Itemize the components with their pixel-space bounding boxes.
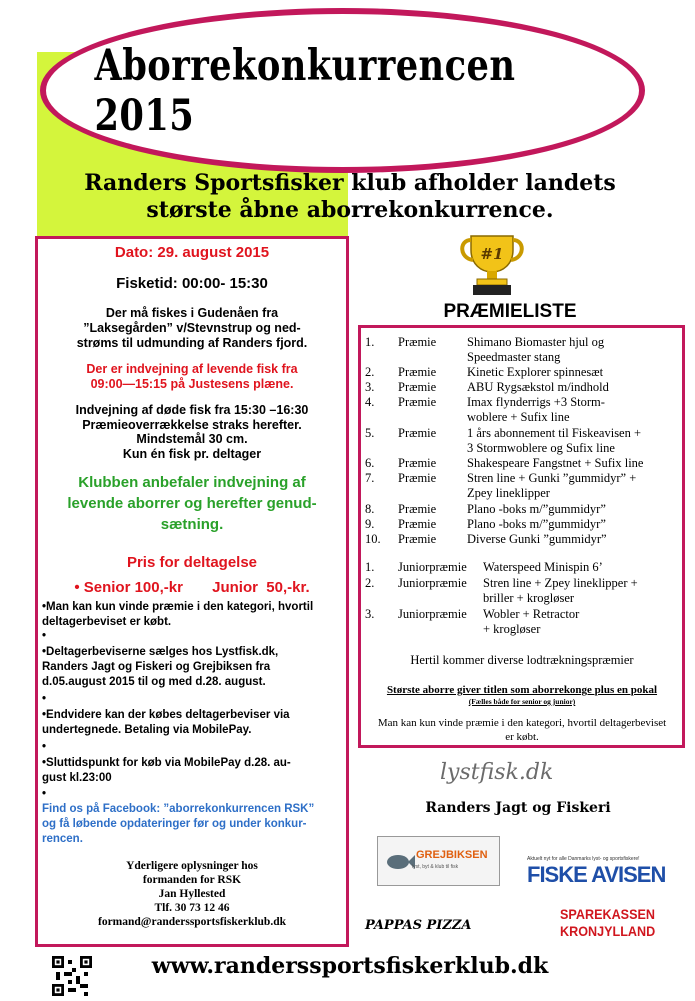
dead-weighing-text xyxy=(38,403,346,461)
prize-number: 5. xyxy=(365,426,375,440)
trophy-icon xyxy=(457,230,527,298)
bullet-mark: • xyxy=(42,693,47,705)
prize-desc: Diverse Gunki ”gummidyr” xyxy=(467,532,607,546)
headline-line: Randers Sportsfisker klub afholder landets xyxy=(84,170,616,196)
bullet-mark: • xyxy=(42,788,47,800)
prize-desc: 1 års abonnement til Fiskeavisen + 3 Stormwoblere og Sufix line xyxy=(467,426,642,455)
bullet-line: d.05.august 2015 til og med d.28. august. xyxy=(42,676,266,688)
headline xyxy=(20,170,680,224)
prize-number: 9. xyxy=(365,517,375,531)
prize-label: Præmie xyxy=(398,456,437,470)
prize-label: Præmie xyxy=(398,380,437,394)
price-title: Pris for deltagelse xyxy=(126,554,258,571)
prize-list-title: PRÆMIELISTE xyxy=(443,301,577,322)
prize-label: Præmie xyxy=(398,426,437,440)
prize-label: Præmie xyxy=(398,365,437,379)
prize-number: 8. xyxy=(365,502,375,516)
location-line: ”Laksegården” v/Stevnstrup og ned- xyxy=(83,321,301,335)
dead-weighing-line: Kun én fisk pr. deltager xyxy=(122,446,262,461)
prize-desc: Plano -boks m/”gummidyr” xyxy=(467,517,606,531)
headline-line: største åbne aborrekonkurrence. xyxy=(146,197,554,223)
location-line: strøms til udmunding af Randers fjord. xyxy=(76,336,308,350)
contact-email[interactable]: formand@randerssportsfiskerklub.dk xyxy=(97,916,286,928)
bullet-mark: • xyxy=(42,630,47,642)
prize-number: 2. xyxy=(365,365,375,379)
junior-prize-number: 3. xyxy=(365,607,375,621)
bullet-mark: • xyxy=(42,741,47,753)
prize-desc: Imax flynderrigs +3 Storm- woblere + Sufix line xyxy=(467,395,605,424)
recommendation-line: levende aborrer og herefter genud- xyxy=(67,495,317,512)
bullet-mobilepay xyxy=(42,708,342,738)
prize-number: 1. xyxy=(365,335,375,349)
event-date: Dato: 29. august 2015 xyxy=(114,244,270,261)
category-note: Man kan kun vinde præmie i den kategori, hvortil deltagerbeviset er købt. xyxy=(377,717,667,743)
location-text xyxy=(38,306,346,351)
junior-prize-label: Juniorpræmie xyxy=(398,560,467,574)
junior-prize-number: 1. xyxy=(365,560,375,574)
prize-number: 7. xyxy=(365,471,375,485)
trophy-label: #1 xyxy=(480,245,504,263)
prize-desc: Shimano Biomaster hjul og Speedmaster stang xyxy=(467,335,605,364)
prize-label: Præmie xyxy=(398,335,437,349)
prize-label: Præmie xyxy=(398,532,437,546)
sparekassen-logo: SPAREKASSEN KRONJYLLAND xyxy=(560,906,656,939)
junior-prize-number: 2. xyxy=(365,576,375,590)
fiskeavisen-tagline: Aktuelt nyt for alle Danmarks lyst- og sportsfiskere! xyxy=(527,856,640,862)
location-line: Der må fiskes i Gudenåen fra xyxy=(105,306,279,320)
fishing-time: Fisketid: 00:00- 15:30 xyxy=(116,275,268,292)
aborrekonge-subnote: (Fælles både for senior og junior) xyxy=(468,697,576,706)
bullet-line: deltagerbeviset er købt. xyxy=(42,616,172,628)
page-title: Aborrekonkurrencen 2015 xyxy=(94,40,516,141)
facebook-line: Find os på Facebook: ”aborrekonkurrencen RSK” xyxy=(42,803,315,815)
prize-number: 10. xyxy=(365,532,381,546)
bullet-line: •Endvidere kan der købes deltagerbeviser via xyxy=(42,709,290,721)
junior-prize-label: Juniorpræmie xyxy=(398,607,467,621)
prize-number: 6. xyxy=(365,456,375,470)
live-weighing-line: Der er indvejning af levende fisk fra xyxy=(86,362,298,376)
prize-desc: ABU Rygsækstol m/indhold xyxy=(467,380,609,394)
facebook-line: rencen. xyxy=(42,833,83,845)
qr-code-icon[interactable] xyxy=(52,956,92,996)
prize-number: 3. xyxy=(365,380,375,394)
prize-desc: Plano -boks m/”gummidyr” xyxy=(467,502,606,516)
junior-prize-desc: Waterspeed Minispin 6’ xyxy=(483,560,603,574)
live-weighing-text xyxy=(38,362,346,392)
pappas-pizza-logo: PAPPAS PIZZA xyxy=(365,918,472,933)
prize-label: Præmie xyxy=(398,395,437,409)
prize-number: 4. xyxy=(365,395,375,409)
contact-line: Tlf. 30 73 12 46 xyxy=(154,902,230,914)
grejbiksen-text: GREJBIKSEN xyxy=(416,849,488,861)
bullet-line: undertegnede. Betaling via MobilePay. xyxy=(42,724,252,736)
website-link[interactable]: www.randerssportsfiskerklub.dk xyxy=(151,953,549,979)
dead-weighing-line: Indvejning af døde fisk fra 15:30 –16:30 xyxy=(75,403,309,417)
bullet-line: gust kl.23:00 xyxy=(42,772,112,784)
contact-line: Jan Hyllested xyxy=(158,888,226,900)
price-line: • Senior 100,-kr Junior 50,-kr. xyxy=(74,579,310,596)
lystfisk-logo: lystfisk.dk xyxy=(440,760,554,785)
recommendation-line: Klubben anbefaler indvejning af xyxy=(78,474,306,491)
dead-weighing-line: Præmieoverrækkelse straks herefter. xyxy=(82,417,302,432)
contact-line: formanden for RSK xyxy=(142,874,242,886)
grejbiksen-subtext: lyst, byt & klub til fisk xyxy=(412,864,459,870)
fish-icon xyxy=(384,847,416,877)
facebook-line: og få løbende opdateringer før og under konkur- xyxy=(42,818,307,830)
fiskeavisen-logo: FISKE AVISEN xyxy=(527,862,666,887)
recommendation-text xyxy=(38,472,346,535)
lottery-note: Hertil kommer diverse lodtrækningspræmier xyxy=(410,653,634,667)
grejbiksen-logo xyxy=(377,836,500,886)
aborrekonge-note: Største aborre giver titlen som aborrekonge plus en pokal xyxy=(386,684,658,696)
bullet-line: •Deltagerbeviserne sælges hos Lystfisk.dk, xyxy=(42,646,279,658)
prize-label: Præmie xyxy=(398,517,437,531)
prize-desc: Kinetic Explorer spinnesæt xyxy=(467,365,604,379)
bullet-category xyxy=(42,600,342,630)
prize-desc: Shakespeare Fangstnet + Sufix line xyxy=(467,456,644,470)
bullet-line: •Sluttidspunkt for køb via MobilePay d.28. au- xyxy=(42,757,291,769)
junior-prize-desc: Stren line + Zpey lineklipper + briller + krogløser xyxy=(483,576,638,605)
bullet-sales xyxy=(42,645,342,690)
randers-jagt-logo: Randers Jagt og Fiskeri xyxy=(425,800,611,816)
live-weighing-line: 09:00—15:15 på Justesens plæne. xyxy=(90,377,294,391)
dead-weighing-line: Mindstemål 30 cm. xyxy=(136,432,248,446)
prize-label: Præmie xyxy=(398,471,437,485)
facebook-text xyxy=(42,802,342,847)
bullet-line: •Man kan kun vinde præmie i den kategori, hvortil xyxy=(42,601,314,613)
recommendation-line: sætning. xyxy=(160,516,224,533)
prize-label: Præmie xyxy=(398,502,437,516)
contact-info xyxy=(38,859,346,929)
junior-prize-label: Juniorpræmie xyxy=(398,576,467,590)
prize-desc: Stren line + Gunki ”gummidyr” + Zpey lineklipper xyxy=(467,471,637,500)
bullet-deadline xyxy=(42,756,342,786)
junior-prize-desc: Wobler + Retractor + krogløser xyxy=(483,607,580,636)
bullet-line: Randers Jagt og Fiskeri og Grejbiksen fra xyxy=(42,661,271,673)
contact-line: Yderligere oplysninger hos xyxy=(126,860,258,872)
